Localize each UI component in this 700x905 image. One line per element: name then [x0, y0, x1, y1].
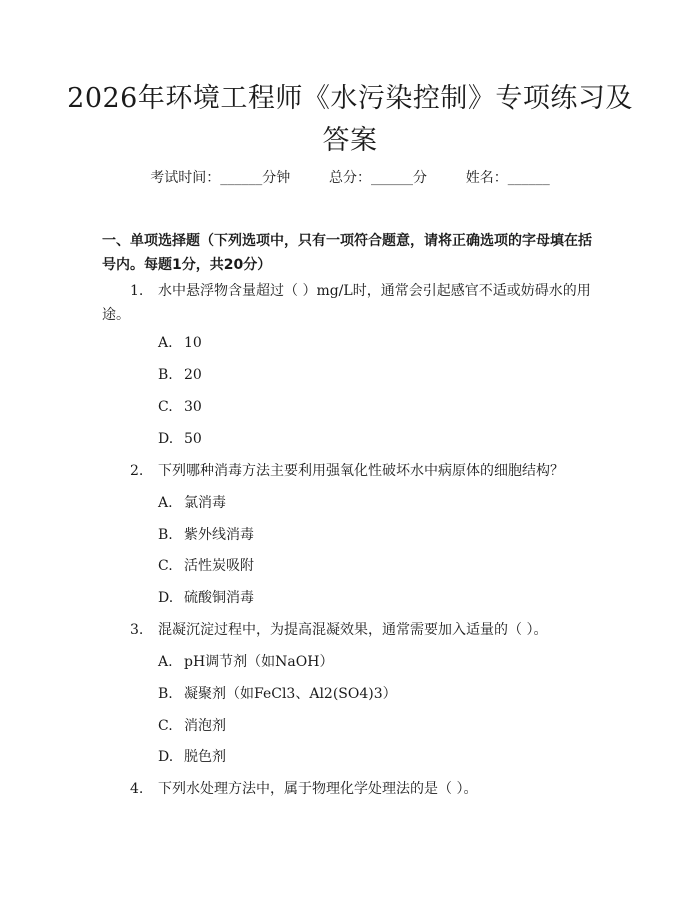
- option-text: 消泡剂: [184, 718, 226, 734]
- option-3b: [158, 684, 397, 704]
- option-letter: A.: [158, 654, 173, 670]
- exam-time-label: 考试时间：______分钟: [150, 170, 291, 186]
- option-text: 凝聚剂（如FeCl3、Al2(SO4)3）: [184, 686, 397, 702]
- option-text: pH调节剂（如NaOH）: [184, 654, 334, 670]
- question-text: 下列哪种消毒方法主要利用强氧化性破坏水中病原体的细胞结构？: [158, 463, 564, 479]
- total-score-label: 总分：______分: [329, 170, 427, 186]
- option-1c: [158, 397, 202, 417]
- option-2a: [158, 493, 226, 513]
- question-number: 1.: [130, 283, 144, 299]
- option-text: 氯消毒: [184, 495, 226, 511]
- option-1b: [158, 365, 202, 385]
- option-3a: [158, 652, 333, 672]
- option-text: 硫酸铜消毒: [184, 590, 254, 606]
- section-heading: 一、单项选择题（下列选项中，只有一项符合题意，请将正确选项的字母填在括号内。每题1分，共20分）: [102, 233, 592, 273]
- question-4: [102, 777, 598, 801]
- option-letter: D.: [158, 749, 174, 765]
- question-number: 4.: [130, 781, 144, 797]
- option-text: 30: [184, 399, 202, 415]
- option-text: 50: [184, 431, 202, 447]
- option-1d: [158, 429, 202, 449]
- option-letter: B.: [158, 367, 173, 383]
- option-text: 10: [184, 335, 202, 351]
- option-3d: [158, 747, 226, 767]
- option-letter: C.: [158, 399, 173, 415]
- question-3: [102, 618, 598, 642]
- option-text: 紫外线消毒: [184, 527, 254, 543]
- question-text: 混凝沉淀过程中，为提高混凝效果，通常需要加入适量的（ ）。: [158, 622, 548, 638]
- question-1: [102, 279, 598, 327]
- option-letter: B.: [158, 527, 173, 543]
- option-letter: A.: [158, 335, 173, 351]
- option-3c: [158, 716, 226, 736]
- option-2d: [158, 588, 254, 608]
- option-letter: C.: [158, 718, 173, 734]
- option-text: 活性炭吸附: [184, 558, 254, 574]
- option-letter: A.: [158, 495, 173, 511]
- option-2c: [158, 556, 254, 576]
- option-letter: D.: [158, 590, 174, 606]
- question-text: 水中悬浮物含量超过（ ）mg/L时，通常会引起感官不适或妨碍水的用途。: [102, 283, 591, 323]
- question-text: 下列水处理方法中，属于物理化学处理法的是（ ）。: [158, 781, 478, 797]
- question-number: 2.: [130, 463, 144, 479]
- exam-meta: [0, 168, 700, 188]
- option-letter: B.: [158, 686, 173, 702]
- question-2: [102, 459, 598, 483]
- option-letter: D.: [158, 431, 174, 447]
- option-text: 20: [184, 367, 202, 383]
- option-text: 脱色剂: [184, 749, 226, 765]
- name-label: 姓名：______: [465, 170, 550, 186]
- question-number: 3.: [130, 622, 144, 638]
- option-letter: C.: [158, 558, 173, 574]
- option-2b: [158, 525, 254, 545]
- page-title: 2026年环境工程师《水污染控制》专项练习及答案: [67, 83, 633, 156]
- option-1a: [158, 333, 202, 353]
